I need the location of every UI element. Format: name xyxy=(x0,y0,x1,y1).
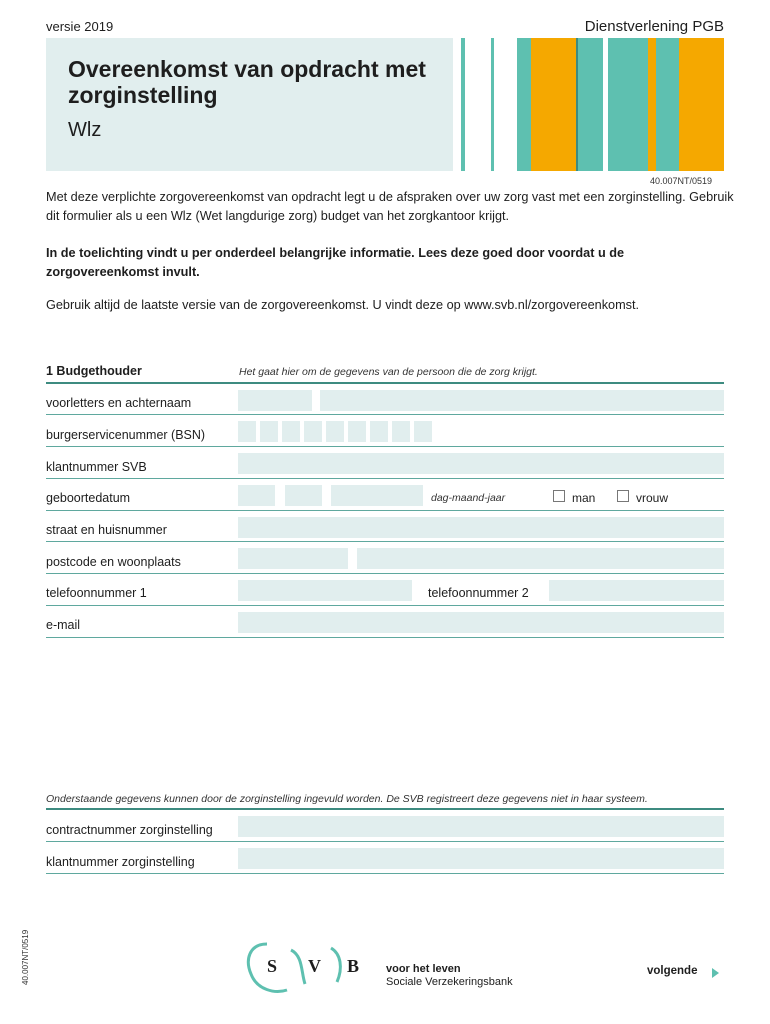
next-button[interactable]: volgende xyxy=(647,965,698,977)
bsn-digit-field[interactable] xyxy=(282,421,300,442)
row-divider xyxy=(46,605,724,606)
side-document-number: 40.007NT/0519 xyxy=(21,929,30,985)
bsn-digit-field[interactable] xyxy=(370,421,388,442)
bsn-digit-field[interactable] xyxy=(260,421,278,442)
logo-letter-b: B xyxy=(347,956,360,976)
page-subtitle: Wlz xyxy=(68,119,102,141)
footer-tagline: voor het leven xyxy=(386,963,461,975)
bsn-label: burgerservicenummer (BSN) xyxy=(46,428,206,442)
row-divider xyxy=(46,510,724,511)
email-label: e-mail xyxy=(46,618,81,632)
row-divider xyxy=(46,541,724,542)
contract-number-field[interactable] xyxy=(238,816,724,837)
name-label: voorletters en achternaam xyxy=(46,396,192,410)
row-divider xyxy=(46,414,724,415)
bsn-digit-field[interactable] xyxy=(238,421,256,442)
version-note: Gebruik altijd de laatste versie van de zorgovereenkomst. U vindt deze op www.svb.nl/zorgovereenkomst. xyxy=(46,298,640,312)
client-number-field[interactable] xyxy=(238,453,724,474)
stripe-4 xyxy=(531,38,576,171)
version-label: versie 2019 xyxy=(46,19,114,34)
female-label: vrouw xyxy=(636,491,669,505)
section-divider xyxy=(46,382,724,384)
logo-letter-s: S xyxy=(267,956,278,976)
postcode-field[interactable] xyxy=(238,548,348,569)
phone2-field[interactable] xyxy=(549,580,724,601)
row-divider xyxy=(46,573,724,574)
bsn-digit-field[interactable] xyxy=(348,421,366,442)
stripe-3 xyxy=(517,38,531,171)
intro-text: Met deze verplichte zorgovereenkomst van opdracht legt u de afspraken over uw zorg vast met een zorginstelling. Gebruik dit formulier als u een Wlz (Wet langdurige zorg) budget van het zorgkantoor krijgt. xyxy=(46,190,734,223)
row-divider xyxy=(46,841,724,842)
section-hint: Het gaat hier om de gegevens van de persoon die de zorg krijgt. xyxy=(239,366,538,378)
stripe-7 xyxy=(608,38,648,171)
city-field[interactable] xyxy=(357,548,724,569)
stripe-9 xyxy=(656,38,679,171)
service-label: Dienstverlening PGB xyxy=(584,18,724,35)
phone1-field[interactable] xyxy=(238,580,412,601)
institution-client-number-field[interactable] xyxy=(238,848,724,869)
row-divider xyxy=(46,873,724,874)
bsn-digit-field[interactable] xyxy=(304,421,322,442)
important-note: In de toelichting vindt u per onderdeel belangrijke informatie. Lees deze goed door voordat u de zorgovereenkomst invult. xyxy=(46,246,625,279)
row-divider xyxy=(46,446,724,447)
bsn-digit-field[interactable] xyxy=(414,421,432,442)
section-title: 1 Budgethouder xyxy=(46,364,142,378)
bsn-digit-field[interactable] xyxy=(392,421,410,442)
row-divider xyxy=(46,637,724,638)
institution-client-number-label: klantnummer zorginstelling xyxy=(46,855,195,869)
surname-field[interactable] xyxy=(320,390,724,411)
footer-organization: Sociale Verzekeringsbank xyxy=(386,976,513,988)
birth-year-field[interactable] xyxy=(331,485,423,506)
row-divider xyxy=(46,478,724,479)
logo-letter-v: V xyxy=(308,956,321,976)
stripe-10 xyxy=(679,38,724,171)
birth-day-field[interactable] xyxy=(238,485,275,506)
date-format-hint: dag-maand-jaar xyxy=(431,492,506,504)
stripe-6 xyxy=(578,38,603,171)
bsn-digit-field[interactable] xyxy=(326,421,344,442)
postcode-label: postcode en woonplaats xyxy=(46,555,181,569)
client-number-label: klantnummer SVB xyxy=(46,460,147,474)
female-checkbox[interactable] xyxy=(617,490,629,502)
svb-logo xyxy=(245,938,375,998)
stripe-1 xyxy=(461,38,465,171)
phone2-label: telefoonnummer 2 xyxy=(428,586,529,600)
stripe-8 xyxy=(648,38,656,171)
email-field[interactable] xyxy=(238,612,724,633)
contract-number-label: contractnummer zorginstelling xyxy=(46,823,213,837)
initials-field[interactable] xyxy=(238,390,312,411)
birthdate-label: geboortedatum xyxy=(46,491,131,505)
male-label: man xyxy=(572,491,596,505)
arrow-right-icon[interactable] xyxy=(712,968,719,978)
document-number: 40.007NT/0519 xyxy=(649,176,712,186)
birth-month-field[interactable] xyxy=(285,485,322,506)
stripe-2 xyxy=(491,38,494,171)
page-title: Overeenkomst van opdracht met zorginstelling xyxy=(68,56,426,108)
male-checkbox[interactable] xyxy=(553,490,565,502)
institution-note: Onderstaande gegevens kunnen door de zorginstelling ingevuld worden. De SVB registreert deze gegevens niet in haar systeem. xyxy=(46,793,648,805)
phone1-label: telefoonnummer 1 xyxy=(46,586,147,600)
street-field[interactable] xyxy=(238,517,724,538)
institution-divider xyxy=(46,808,724,810)
street-label: straat en huisnummer xyxy=(46,523,167,537)
